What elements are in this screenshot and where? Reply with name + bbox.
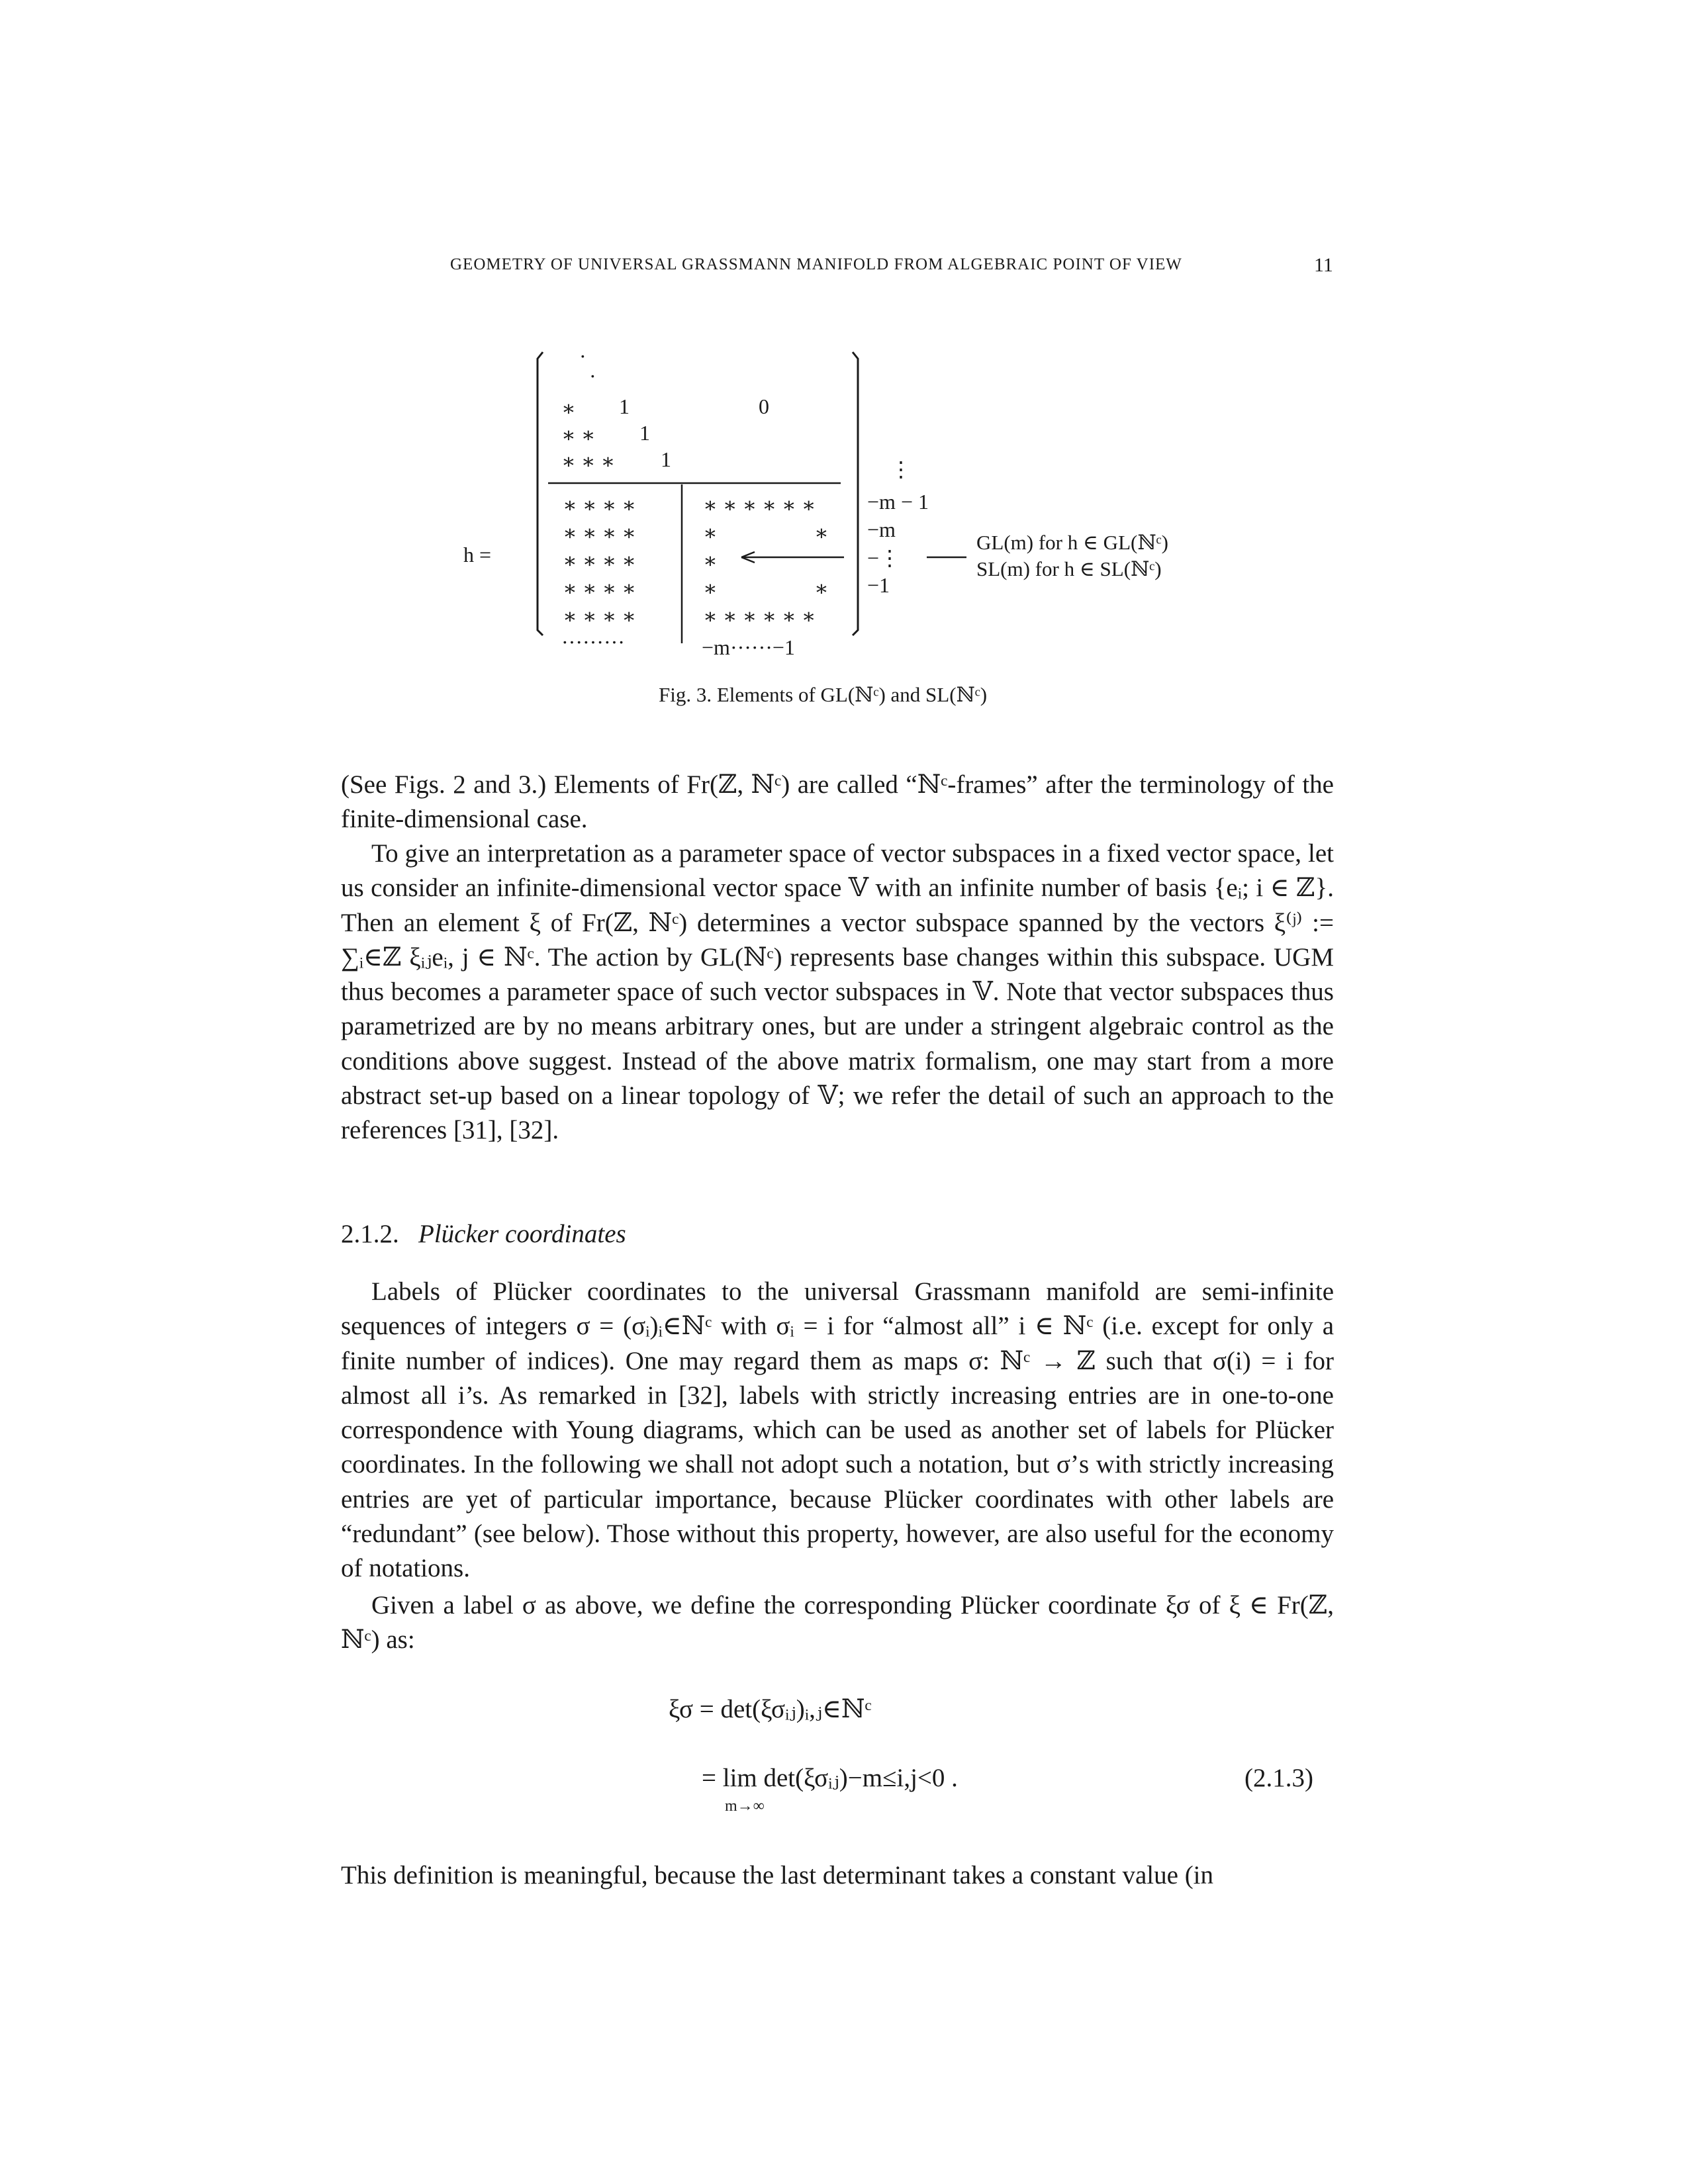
matrix-dot-1: · bbox=[579, 344, 586, 368]
block-left-star-3: ∗ bbox=[703, 576, 718, 600]
page-number: 11 bbox=[1314, 254, 1333, 276]
star-row-3: ∗ ∗ ∗ bbox=[561, 449, 616, 473]
row-label-m: −m bbox=[867, 518, 896, 541]
block-left-star-1: ∗ bbox=[703, 521, 718, 545]
equation-line-1: ξσ = det(ξσᵢⱼ)ᵢ,ⱼ∈ℕᶜ bbox=[669, 1695, 872, 1723]
paragraph-4 bbox=[341, 1588, 1334, 1658]
lower-left-row-4: ∗ ∗ ∗ ∗ bbox=[563, 576, 636, 600]
equation-number: (2.1.3) bbox=[1244, 1764, 1313, 1792]
row-label-1: −1 bbox=[867, 573, 890, 597]
paragraph-4-text: Given a label σ as above, we define the corresponding Plücker coordinate ξσ of ξ ∈ Fr(ℤ, ℕᶜ) as: bbox=[341, 1591, 1334, 1655]
col-dots-left: ········· bbox=[561, 630, 625, 654]
equation-line-2: = lim det(ξσᵢⱼ)−m≤i,j<0 . bbox=[702, 1764, 958, 1792]
row-dots: ⋮ bbox=[890, 457, 912, 481]
star-row-1: ∗ bbox=[561, 396, 576, 420]
matrix-dot-2: · bbox=[589, 364, 596, 388]
paragraph-5 bbox=[341, 1858, 1334, 1893]
paragraph-3-text: Labels of Plücker coordinates to the universal Grassmann manifold are semi-infinite sequences of integers σ = (σᵢ)ᵢ∈ℕᶜ with σᵢ = i for “almost all” i ∈ ℕᶜ (i.e. except for only a finite number of indices). One may regard them as maps σ: ℕᶜ → ℤ such that σ(i) = i for almost all i’s. As remarked in [32], labels with strictly increasing entries are in one-to-one correspondence with Young diagrams, which can be used as another set of labels for Plücker coordinates. In the following we shall not adopt such a notation, but σ’s with strictly increasing entries are yet of particular importance, because Plücker coordinates with other labels are “redundant” (see below). Those without this property, however, are also useful for the economy of notations. bbox=[341, 1277, 1334, 1583]
diag-one-2: 1 bbox=[639, 421, 650, 445]
lower-left-row-5: ∗ ∗ ∗ ∗ bbox=[563, 604, 636, 628]
running-header: GEOMETRY OF UNIVERSAL GRASSMANN MANIFOLD FROM ALGEBRAIC POINT OF VIEW bbox=[450, 255, 1182, 273]
section-title: Plücker coordinates bbox=[418, 1220, 626, 1248]
lower-left-row-2: ∗ ∗ ∗ ∗ bbox=[563, 521, 636, 545]
block-right-star-1: ∗ bbox=[814, 521, 829, 545]
diag-one-3: 1 bbox=[661, 447, 671, 471]
section-heading bbox=[341, 1219, 626, 1249]
paragraph-2-text: To give an interpretation as a parameter space of vector subspaces in a fixed vector space, let us consider an infinite-dimensional vector space 𝕍 with an infinite number of basis {eᵢ; i ∈ ℤ}. Then an element ξ of Fr(ℤ, ℕᶜ) determines a vector subspace spanned by the vectors ξ⁽ʲ⁾ := ∑ᵢ∈ℤ ξᵢⱼeᵢ, j ∈ ℕᶜ. The action by GL(ℕᶜ) represents base changes within this subspace. UGM thus becomes a parameter space of such vector subspaces in 𝕍. Note that vector subspaces thus parametrized are by no means arbitrary ones, but are under a stringent algebraic control as the conditions above suggest. Instead of the above matrix formalism, one may start from a more abstract set-up based on a linear topology of 𝕍; we refer the detail of such an approach to the references [31], [32]. bbox=[341, 839, 1334, 1145]
annotation-gl: GL(m) for h ∈ GL(ℕᶜ) bbox=[976, 531, 1168, 554]
lower-left-row-1: ∗ ∗ ∗ ∗ bbox=[563, 493, 636, 517]
block-right-star-3: ∗ bbox=[814, 576, 829, 600]
figure-caption: Fig. 3. Elements of GL(ℕᶜ) and SL(ℕᶜ) bbox=[659, 683, 988, 706]
col-labels: −m······−1 bbox=[702, 635, 795, 659]
figure-3-matrix bbox=[463, 344, 1258, 675]
paragraph-3 bbox=[341, 1275, 1334, 1586]
block-bottom-row: ∗ ∗ ∗ ∗ ∗ ∗ bbox=[703, 604, 816, 628]
paragraph-2 bbox=[341, 837, 1334, 1148]
annotation-sl: SL(m) for h ∈ SL(ℕᶜ) bbox=[976, 557, 1162, 580]
section-number: 2.1.2. bbox=[341, 1220, 399, 1248]
block-top-row: ∗ ∗ ∗ ∗ ∗ ∗ bbox=[703, 493, 816, 517]
matrix-lhs: h = bbox=[463, 543, 492, 567]
paragraph-1-text: (See Figs. 2 and 3.) Elements of Fr(ℤ, ℕᶜ) are called “ℕᶜ-frames” after the terminology of the finite-dimensional case. bbox=[341, 770, 1334, 834]
diag-one-1: 1 bbox=[619, 394, 630, 418]
equation-limit: m→∞ bbox=[725, 1797, 765, 1815]
upper-zero: 0 bbox=[759, 394, 769, 418]
star-row-2: ∗ ∗ bbox=[561, 423, 596, 447]
row-label-m-minus-1: −m − 1 bbox=[867, 490, 929, 514]
block-left-star-2: ∗ bbox=[703, 549, 718, 572]
paragraph-5-text: This definition is meaningful, because the last determinant takes a constant value (in bbox=[341, 1861, 1214, 1889]
row-label-dots: −⋮ bbox=[867, 546, 901, 570]
lower-left-row-3: ∗ ∗ ∗ ∗ bbox=[563, 549, 636, 572]
paragraph-1 bbox=[341, 768, 1334, 837]
